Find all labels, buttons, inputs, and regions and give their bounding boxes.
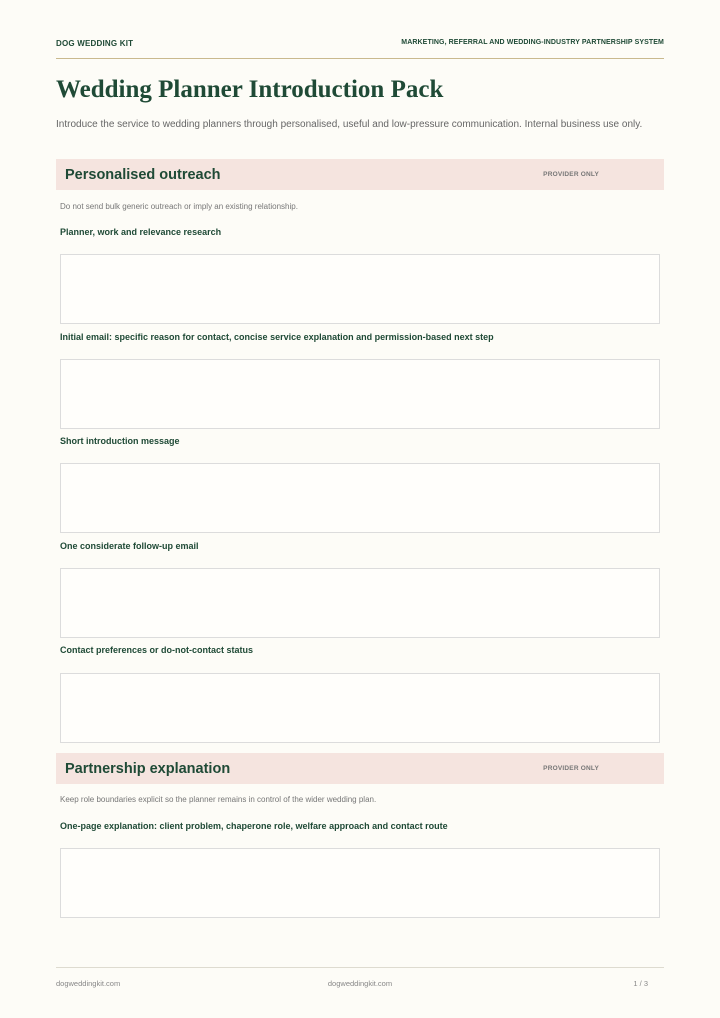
field-label-follow-up: One considerate follow-up email: [60, 541, 199, 551]
section-note: Do not send bulk generic outreach or imply an existing relationship.: [60, 202, 298, 211]
section-title: Partnership explanation: [65, 760, 231, 777]
field-label-contact-preferences: Contact preferences or do-not-contact status: [60, 645, 254, 655]
page-header: [56, 36, 664, 59]
field-label-planner-research: Planner, work and relevance research: [60, 227, 222, 237]
page-title: Wedding Planner Introduction Pack: [56, 76, 444, 103]
field-one-page-explanation[interactable]: [60, 848, 660, 918]
provider-only-badge: PROVIDER ONLY: [543, 171, 599, 178]
brand-name: DOG WEDDING KIT: [56, 39, 134, 48]
field-initial-email[interactable]: [60, 359, 660, 429]
section-title: Personalised outreach: [65, 166, 221, 183]
field-label-short-intro: Short introduction message: [60, 436, 180, 446]
page-intro: Introduce the service to wedding planners through personalised, useful and low-pressure communication. Internal business use only.: [56, 119, 643, 130]
section-header-personalised-outreach: [56, 159, 664, 190]
field-follow-up[interactable]: [60, 568, 660, 638]
section-note: Keep role boundaries explicit so the planner remains in control of the wider wedding plan.: [60, 795, 377, 804]
footer-website: dogweddingkit.com: [56, 979, 121, 988]
field-label-initial-email: Initial email: specific reason for contact, concise service explanation and permission-based next step: [60, 332, 494, 342]
page-footer: [56, 967, 664, 998]
system-name: MARKETING, REFERRAL AND WEDDING-INDUSTRY PARTNERSHIP SYSTEM: [401, 39, 664, 46]
page-number: 1 / 3: [633, 979, 648, 988]
field-planner-research[interactable]: [60, 254, 660, 324]
provider-only-badge: PROVIDER ONLY: [543, 765, 599, 772]
footer-website-center: dogweddingkit.com: [327, 979, 393, 988]
field-contact-preferences[interactable]: [60, 673, 660, 743]
section-header-partnership-explanation: [56, 753, 664, 784]
field-label-one-page-explanation: One-page explanation: client problem, chaperone role, welfare approach and contact route: [60, 821, 448, 831]
field-short-intro[interactable]: [60, 463, 660, 533]
